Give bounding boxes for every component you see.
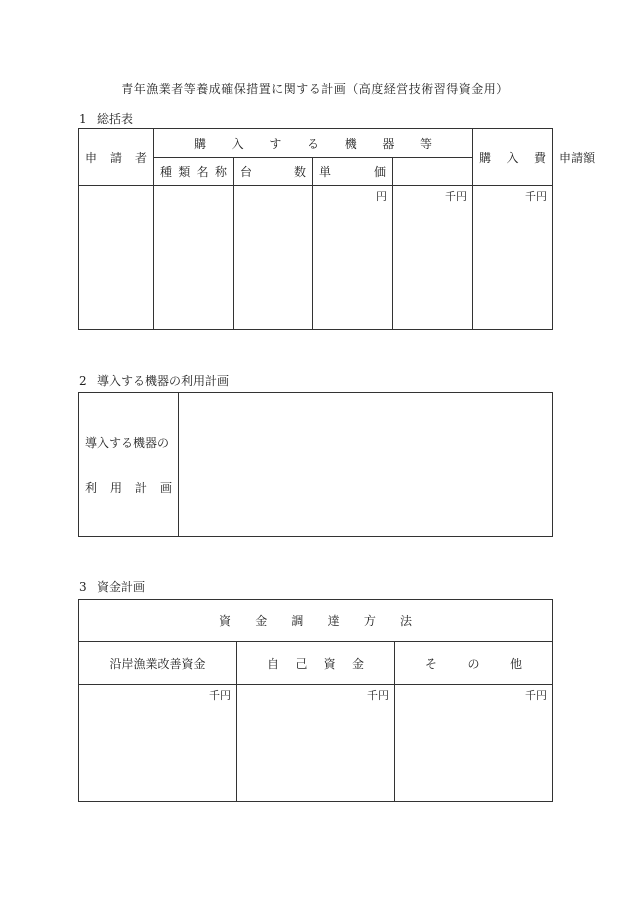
- own-fund-header: [237, 642, 395, 685]
- purchase-cost-label: 購 入 費: [479, 150, 547, 165]
- section2-title: 導入する機器の利用計画: [97, 374, 230, 388]
- purchase-cost-cell[interactable]: [393, 186, 473, 330]
- summary-table: [78, 128, 596, 330]
- usage-plan-label-cell: [79, 393, 179, 537]
- usage-plan-label-line2: 利 用 計 画: [85, 480, 172, 495]
- coastal-fund-label: 沿岸漁業改善資金: [109, 656, 206, 671]
- applicant-cell[interactable]: [79, 186, 154, 330]
- other-fund-unit: 千円: [525, 689, 548, 702]
- purchase-cost-header: [473, 129, 553, 186]
- kind-name-label: 種 類 名 称: [160, 165, 227, 179]
- document-title: 青年漁業者等養成確保措置に関する計画（高度経営技術習得資金用）: [121, 82, 509, 96]
- own-fund-unit: 千円: [367, 689, 389, 702]
- section3-title: 資金計画: [97, 580, 146, 594]
- section3-heading: [79, 578, 145, 595]
- unit-price-header: [313, 158, 393, 186]
- coastal-fund-cell[interactable]: [79, 685, 237, 802]
- usage-plan-content-cell[interactable]: [179, 393, 553, 537]
- other-fund-header: [395, 642, 553, 685]
- other-fund-cell[interactable]: [395, 685, 553, 802]
- section2-number: 2: [79, 374, 87, 388]
- unit-label-b: 価: [373, 165, 386, 179]
- usage-plan-table: [78, 392, 553, 537]
- purchase-cost-unit: 千円: [445, 190, 468, 203]
- request-amount-unit: 千円: [525, 190, 548, 203]
- section3-number: 3: [79, 580, 87, 594]
- funding-method-label: 資 金 調 達 方 法: [219, 614, 413, 628]
- request-amount-label: 申 請 額: [559, 150, 596, 165]
- own-fund-cell[interactable]: [237, 685, 395, 802]
- equipment-group-header: [154, 129, 473, 158]
- applicant-header: [79, 129, 154, 186]
- funding-plan-table: [78, 599, 553, 802]
- section1-heading: [79, 110, 133, 127]
- count-header: [234, 158, 313, 186]
- section1-number: 1: [79, 112, 87, 126]
- request-amount-cell[interactable]: [473, 186, 553, 330]
- kind-name-cell[interactable]: [154, 186, 234, 330]
- kind-name-header: [154, 158, 234, 186]
- section1-title: 総括表: [97, 112, 134, 126]
- count-label-b: 数: [293, 165, 306, 179]
- other-fund-label: そ の 他: [425, 656, 523, 671]
- unit-price-cell[interactable]: [313, 186, 393, 330]
- count-cell[interactable]: [234, 186, 313, 330]
- unit-label-a: 単: [319, 165, 332, 179]
- usage-plan-label-line1: 導入する機器の: [85, 435, 170, 450]
- coastal-fund-header: [79, 642, 237, 685]
- section2-heading: [79, 372, 229, 389]
- funding-method-header: [79, 600, 553, 642]
- own-fund-label: 自 己 資 金: [267, 656, 364, 671]
- count-label-a: 台: [240, 165, 253, 179]
- applicant-label: 申 請 者: [85, 150, 147, 165]
- equipment-group-label: 購 入 す る 機 器 等: [194, 136, 433, 151]
- yen-unit: 円: [376, 190, 387, 203]
- coastal-fund-unit: 千円: [209, 689, 231, 702]
